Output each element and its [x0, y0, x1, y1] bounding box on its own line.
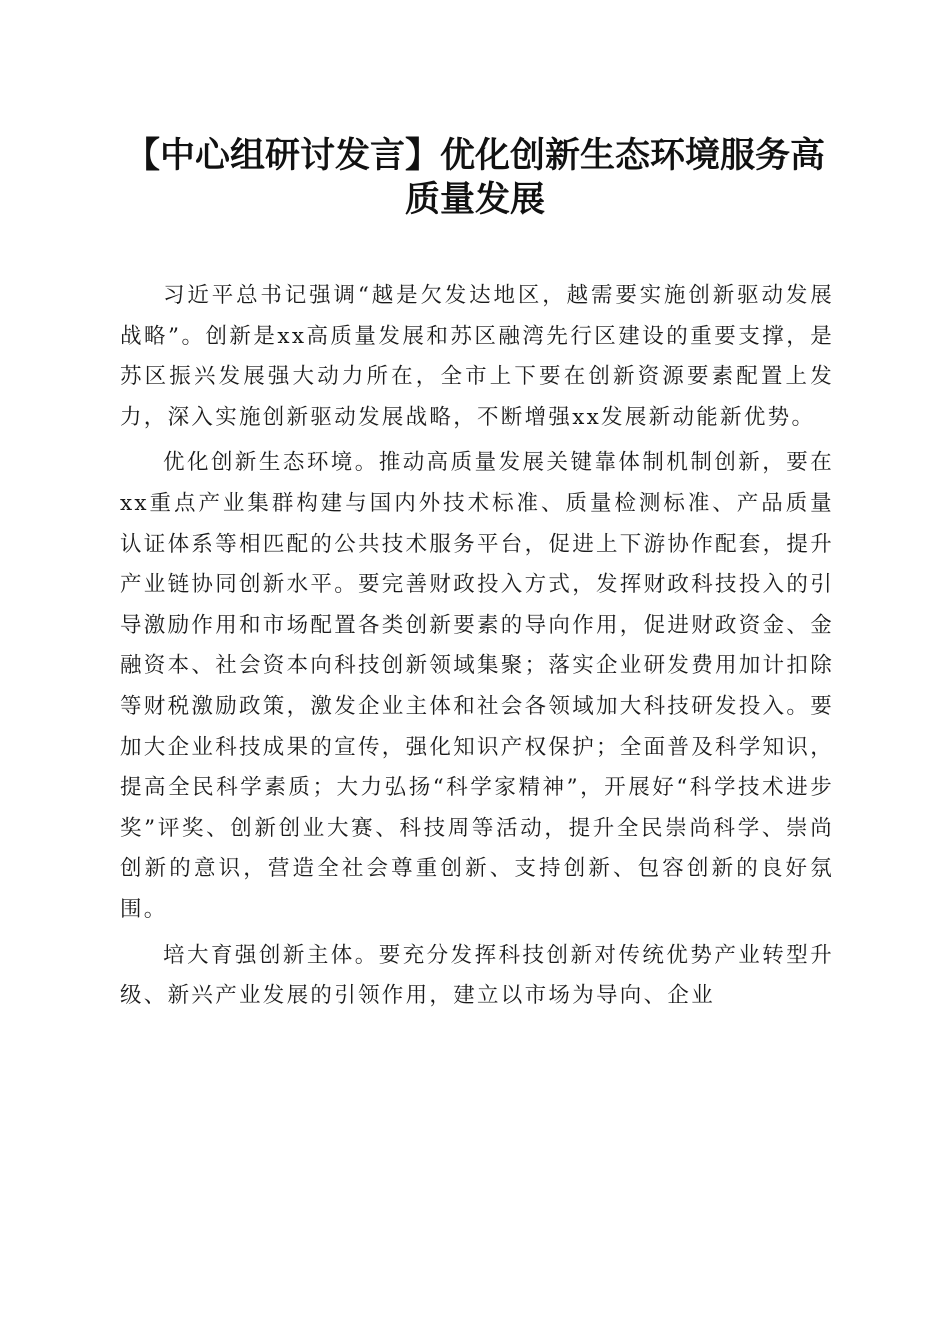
document-title: 【中心组研讨发言】优化创新生态环境服务高质量发展: [124, 136, 825, 220]
paragraph-cultivate-entities: 培大育强创新主体。要充分发挥科技创新对传统优势产业转型升级、新兴产业发展的引领作用，建立以市场为导向、企业: [120, 942, 834, 1009]
paragraph-intro: 习近平总书记强调“越是欠发达地区，越需要实施创新驱动发展战略”。创新是xx高质量发展和苏区融湾先行区建设的重要支撑，是苏区振兴发展强大动力所在，全市上下要在创新资源要素配置上发力，深入实施创新驱动发展战略，不断增强xx发展新动能新优势。: [120, 283, 834, 430]
document-body: [120, 276, 834, 1017]
paragraph-optimize-ecosystem: 优化创新生态环境。推动高质量发展关键靠体制机制创新，要在xx重点产业集群构建与国内外技术标准、质量检测标准、产品质量认证体系等相匹配的公共技术服务平台，促进上下游协作配套，提升产业链协同创新水平。要完善财政投入方式，发挥财政科技投入的引导激励作用和市场配置各类创新要素的导向作用，促进财政资金、金融资本、社会资本向科技创新领域集聚；落实企业研发费用加计扣除等财税激励政策，激发企业主体和社会各领域加大科技研发投入。要加大企业科技成果的宣传，强化知识产权保护；全面普及科学知识，提高全民科学素质；大力弘扬“科学家精神”，开展好“科学技术进步奖”评奖、创新创业大赛、科技周等活动，提升全民崇尚科学、崇尚创新的意识，营造全社会尊重创新、支持创新、包容创新的良好氛围。: [120, 450, 835, 922]
